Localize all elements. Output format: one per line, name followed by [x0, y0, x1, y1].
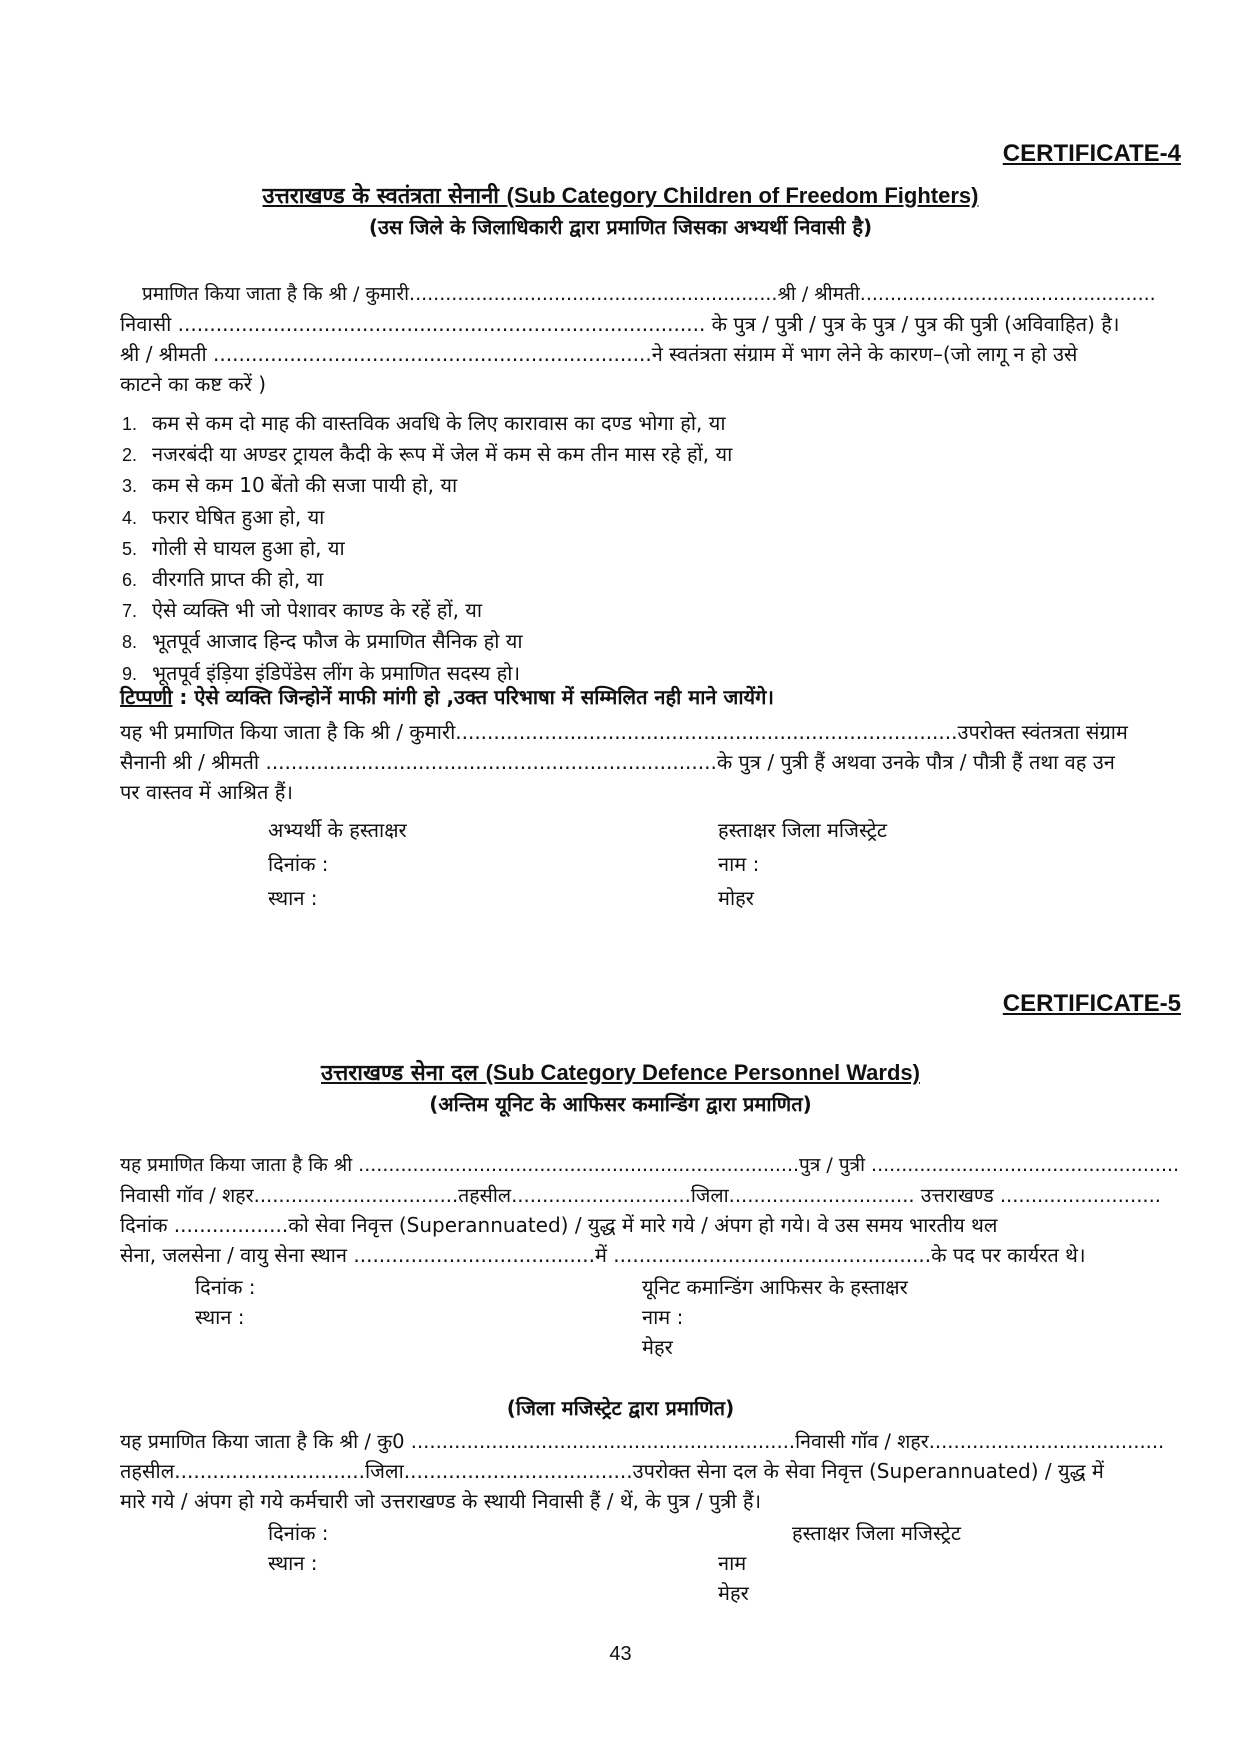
cert4-note-label: टिप्पणी [120, 685, 173, 709]
cert4-para2-line1: यह भी प्रमाणित किया जाता है कि श्री / कुमारी...............................................................................उपरोक्त स्वंतत्रता संग्राम [120, 720, 1128, 744]
unit-officer-signature-label: यूनिट कमान्डिंग आफिसर के हस्ताक्षर [642, 1275, 908, 1299]
certificate-4-title [0, 180, 1241, 210]
cert5-para2-line3: मारे गये / अंपग हो गये कर्मचारी जो उत्तराखण्ड के स्थायी निवासी हैं / थें, के पुत्र / पुत्री हैं। [120, 1489, 762, 1513]
list-item: 1. कम से कम दो माह की वास्तविक अवधि के लिए कारावास का दण्ड भोगा हो, या [122, 411, 726, 435]
cert4-note [120, 683, 774, 710]
cert5-para1-line2: निवासी गॉव / शहर.................................तहसील.............................जिला.............................. उत्तराखण्ड .......................... [120, 1184, 1161, 1207]
cert4-para1-line3: श्री / श्रीमती .....................................................................ने स्वतंत्रता संग्राम में भाग लेने के कारण–(जो लागू न हो उसे [120, 342, 1078, 366]
certificate-5-heading: CERTIFICATE-5 [1002, 990, 1181, 1017]
list-item: 7. ऐसे व्यक्ति भी जो पेशावर काण्ड के रहें हों, या [122, 598, 483, 623]
date-label: दिनांक : [268, 852, 329, 876]
cert4-para1-line4: काटने का कष्ट करें ) [120, 372, 267, 396]
place-label: स्थान : [268, 1551, 318, 1575]
place-label: स्थान : [195, 1305, 245, 1329]
place-label: स्थान : [268, 886, 318, 910]
cert5-para1-line1: यह प्रमाणित किया जाता है कि श्री .........................................................................पुत्र / पुत्री ................................................... [120, 1154, 1180, 1176]
magistrate-signature-label: हस्ताक्षर जिला मजिस्ट्रेट [718, 818, 887, 842]
cert4-para2-line3: पर वास्तव में आश्रित हैं। [120, 780, 293, 804]
certificate-5-title [0, 1057, 1241, 1087]
certificate-5-subtitle: (अन्तिम यूनिट के आफिसर कमान्डिंग द्वारा प्रमाणित) [429, 1092, 812, 1116]
date-label: दिनांक : [195, 1275, 256, 1299]
seal-label: मेहर [642, 1335, 673, 1359]
list-item: 4. फरार घेषित हुआ हो, या [122, 504, 325, 529]
cert5-para1-line3: दिनांक ..................को सेवा निवृत्त (Superannuated) / युद्ध में मारे गये / अंपग हो गये। वे उस समय भारतीय थल [120, 1213, 998, 1237]
list-item: 5. गोली से घायल हुआ हो, या [122, 535, 345, 560]
certificate-5-title-hindi: उत्तराखण्ड सेना दल [321, 1061, 478, 1086]
candidate-signature-label: अभ्यर्थी के हस्ताक्षर [268, 818, 407, 842]
name-label: नाम : [642, 1305, 684, 1329]
seal-label: मोहर [718, 886, 754, 910]
list-item: 6. वीरगति प्राप्त की हो, या [122, 567, 324, 592]
cert4-para1-line1: प्रमाणित किया जाता है कि श्री / कुमारी.............................................................श्री / श्रीमती................................................. [142, 283, 1156, 305]
name-label: नाम [718, 1551, 747, 1575]
list-item: 3. कम से कम 10 बेंतो की सजा पायी हो, या [122, 473, 458, 498]
name-label: नाम : [718, 852, 760, 876]
cert5-para1-line4: सेना, जलसेना / वायु सेना स्थान ......................................में ..................................................के पद पर कार्यरत थे। [120, 1243, 1086, 1267]
cert4-para2-line2: सैनानी श्री / श्रीमती .......................................................................के पुत्र / पुत्री हैं अथवा उनके पौत्र / पौत्री हैं तथा वह उन [120, 750, 1115, 774]
magistrate-signature-label: हस्ताक्षर जिला मजिस्ट्रेट [792, 1521, 961, 1545]
cert4-note-text: : ऐसे व्यक्ति जिन्होनें माफी मांगी हो ,उक्त परिभाषा में सम्मिलित नही माने जायेंगे। [172, 685, 774, 709]
certificate-4-title-english: (Sub Category Children of Freedom Fighters) [506, 183, 979, 208]
certificate-4-title-hindi: उत्तराखण्ड के स्वतंत्रता सेनानी [262, 184, 499, 209]
cert5-para2-line1: यह प्रमाणित किया जाता है कि श्री / कु0 ..............................................................निवासी गॉव / शहर...................................... [120, 1430, 1165, 1453]
list-item: 2. नजरबंदी या अण्डर ट्रायल कैदी के रूप में जेल में कम से कम तीन मास रहे हों, या [122, 442, 733, 467]
list-item: 8. भूतपूर्व आजाद हिन्द फौज के प्रमाणित सैनिक हो या [122, 629, 523, 654]
cert5-para2-line2: तहसील..............................जिला....................................उपरोक्त सेना दल के सेवा निवृत्त (Superannuated) / युद्ध में [120, 1459, 1104, 1483]
list-item: 9. भूतपूर्व इंड़िया इंडिपेंडेस लींग के प्रमाणित सदस्य हो। [122, 660, 521, 685]
seal-label: मेहर [718, 1581, 749, 1605]
cert4-conditions-list [122, 408, 732, 689]
certificate-5-title-english: (Sub Category Defence Personnel Wards) [485, 1060, 920, 1085]
date-label: दिनांक : [268, 1521, 329, 1545]
certificate-4-subtitle: (उस जिले के जिलाधिकारी द्वारा प्रमाणित जिसका अभ्यर्थी निवासी है) [368, 215, 873, 239]
cert4-para1-line2: निवासी ................................................................................... के पुत्र / पुत्री / पुत्र के पुत्र / पुत्र की पुत्री (अविवाहित) है। [120, 312, 1120, 336]
page-number: 43 [609, 1643, 632, 1665]
district-magistrate-heading: (जिला मजिस्ट्रेट द्वारा प्रमाणित) [506, 1396, 735, 1420]
certificate-4-heading: CERTIFICATE-4 [1002, 140, 1181, 167]
